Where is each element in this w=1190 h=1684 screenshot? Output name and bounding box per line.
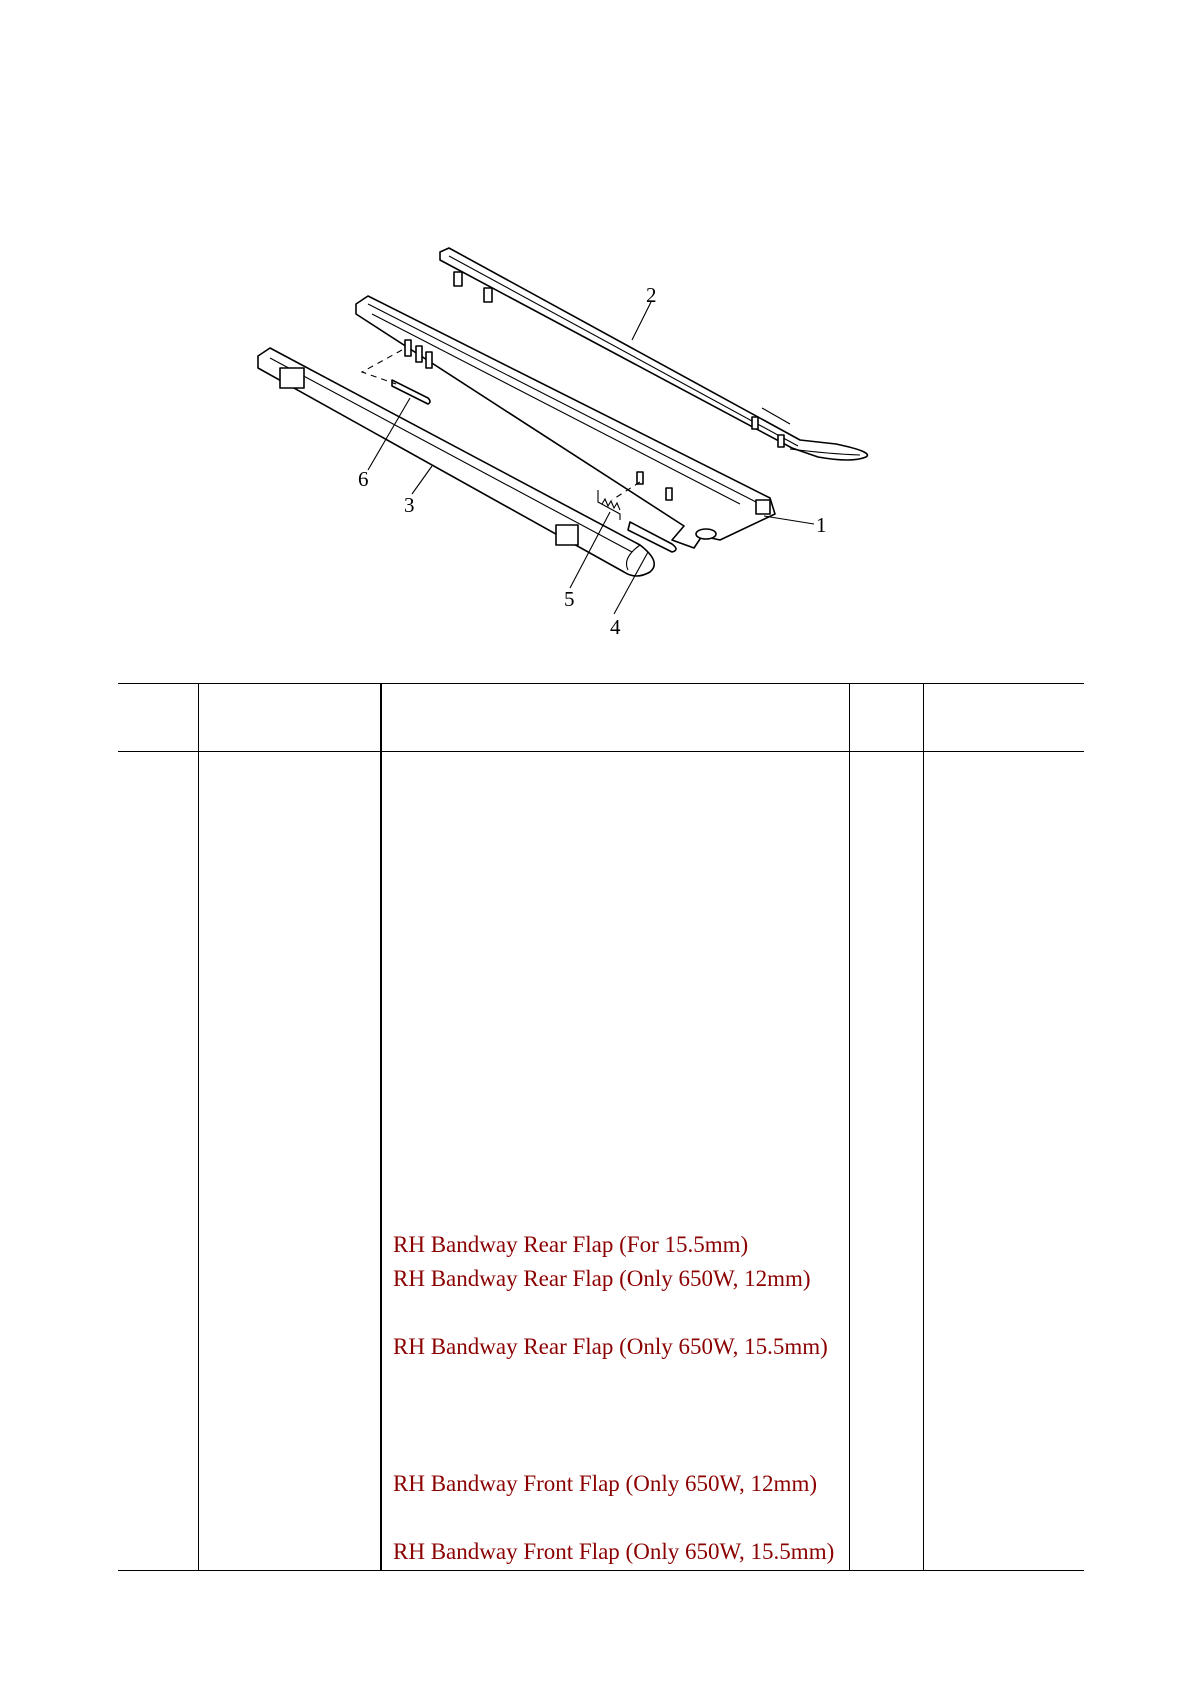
description-cell: RH Bandway Front Flap (Only 650W, 12mm) — [393, 1471, 817, 1496]
callout-5: 5 — [564, 587, 575, 611]
description-cell: RH Bandway Rear Flap (Only 650W, 12mm) — [393, 1266, 811, 1291]
assembly-guide-6 — [362, 350, 402, 384]
callout-1: 1 — [816, 513, 827, 537]
table-top-rule — [118, 683, 1084, 684]
part-2-rear-rail — [440, 248, 867, 460]
callout-3: 3 — [404, 493, 415, 517]
description-cell: RH Bandway Front Flap (Only 650W, 15.5mm) — [393, 1539, 835, 1564]
leader-line-2 — [632, 302, 651, 340]
part-5-spring — [598, 490, 620, 520]
parts-table — [118, 683, 1084, 1571]
column-divider-1 — [198, 683, 199, 1570]
callout-2: 2 — [646, 283, 657, 307]
leader-line-1 — [764, 516, 814, 524]
description-cell: RH Bandway Rear Flap (Only 650W, 15.5mm) — [393, 1334, 828, 1359]
column-divider-4 — [923, 683, 924, 1570]
callout-6: 6 — [358, 467, 369, 491]
exploded-parts-diagram — [0, 0, 1190, 660]
table-header-rule — [118, 751, 1084, 752]
column-divider-2 — [380, 683, 382, 1570]
table-bottom-rule — [118, 1570, 1084, 1571]
callout-4: 4 — [610, 615, 621, 639]
description-cell: RH Bandway Rear Flap (For 15.5mm) — [393, 1232, 749, 1257]
leader-line-3 — [412, 466, 432, 494]
column-divider-3 — [849, 683, 850, 1570]
part-6-clip — [392, 380, 430, 404]
